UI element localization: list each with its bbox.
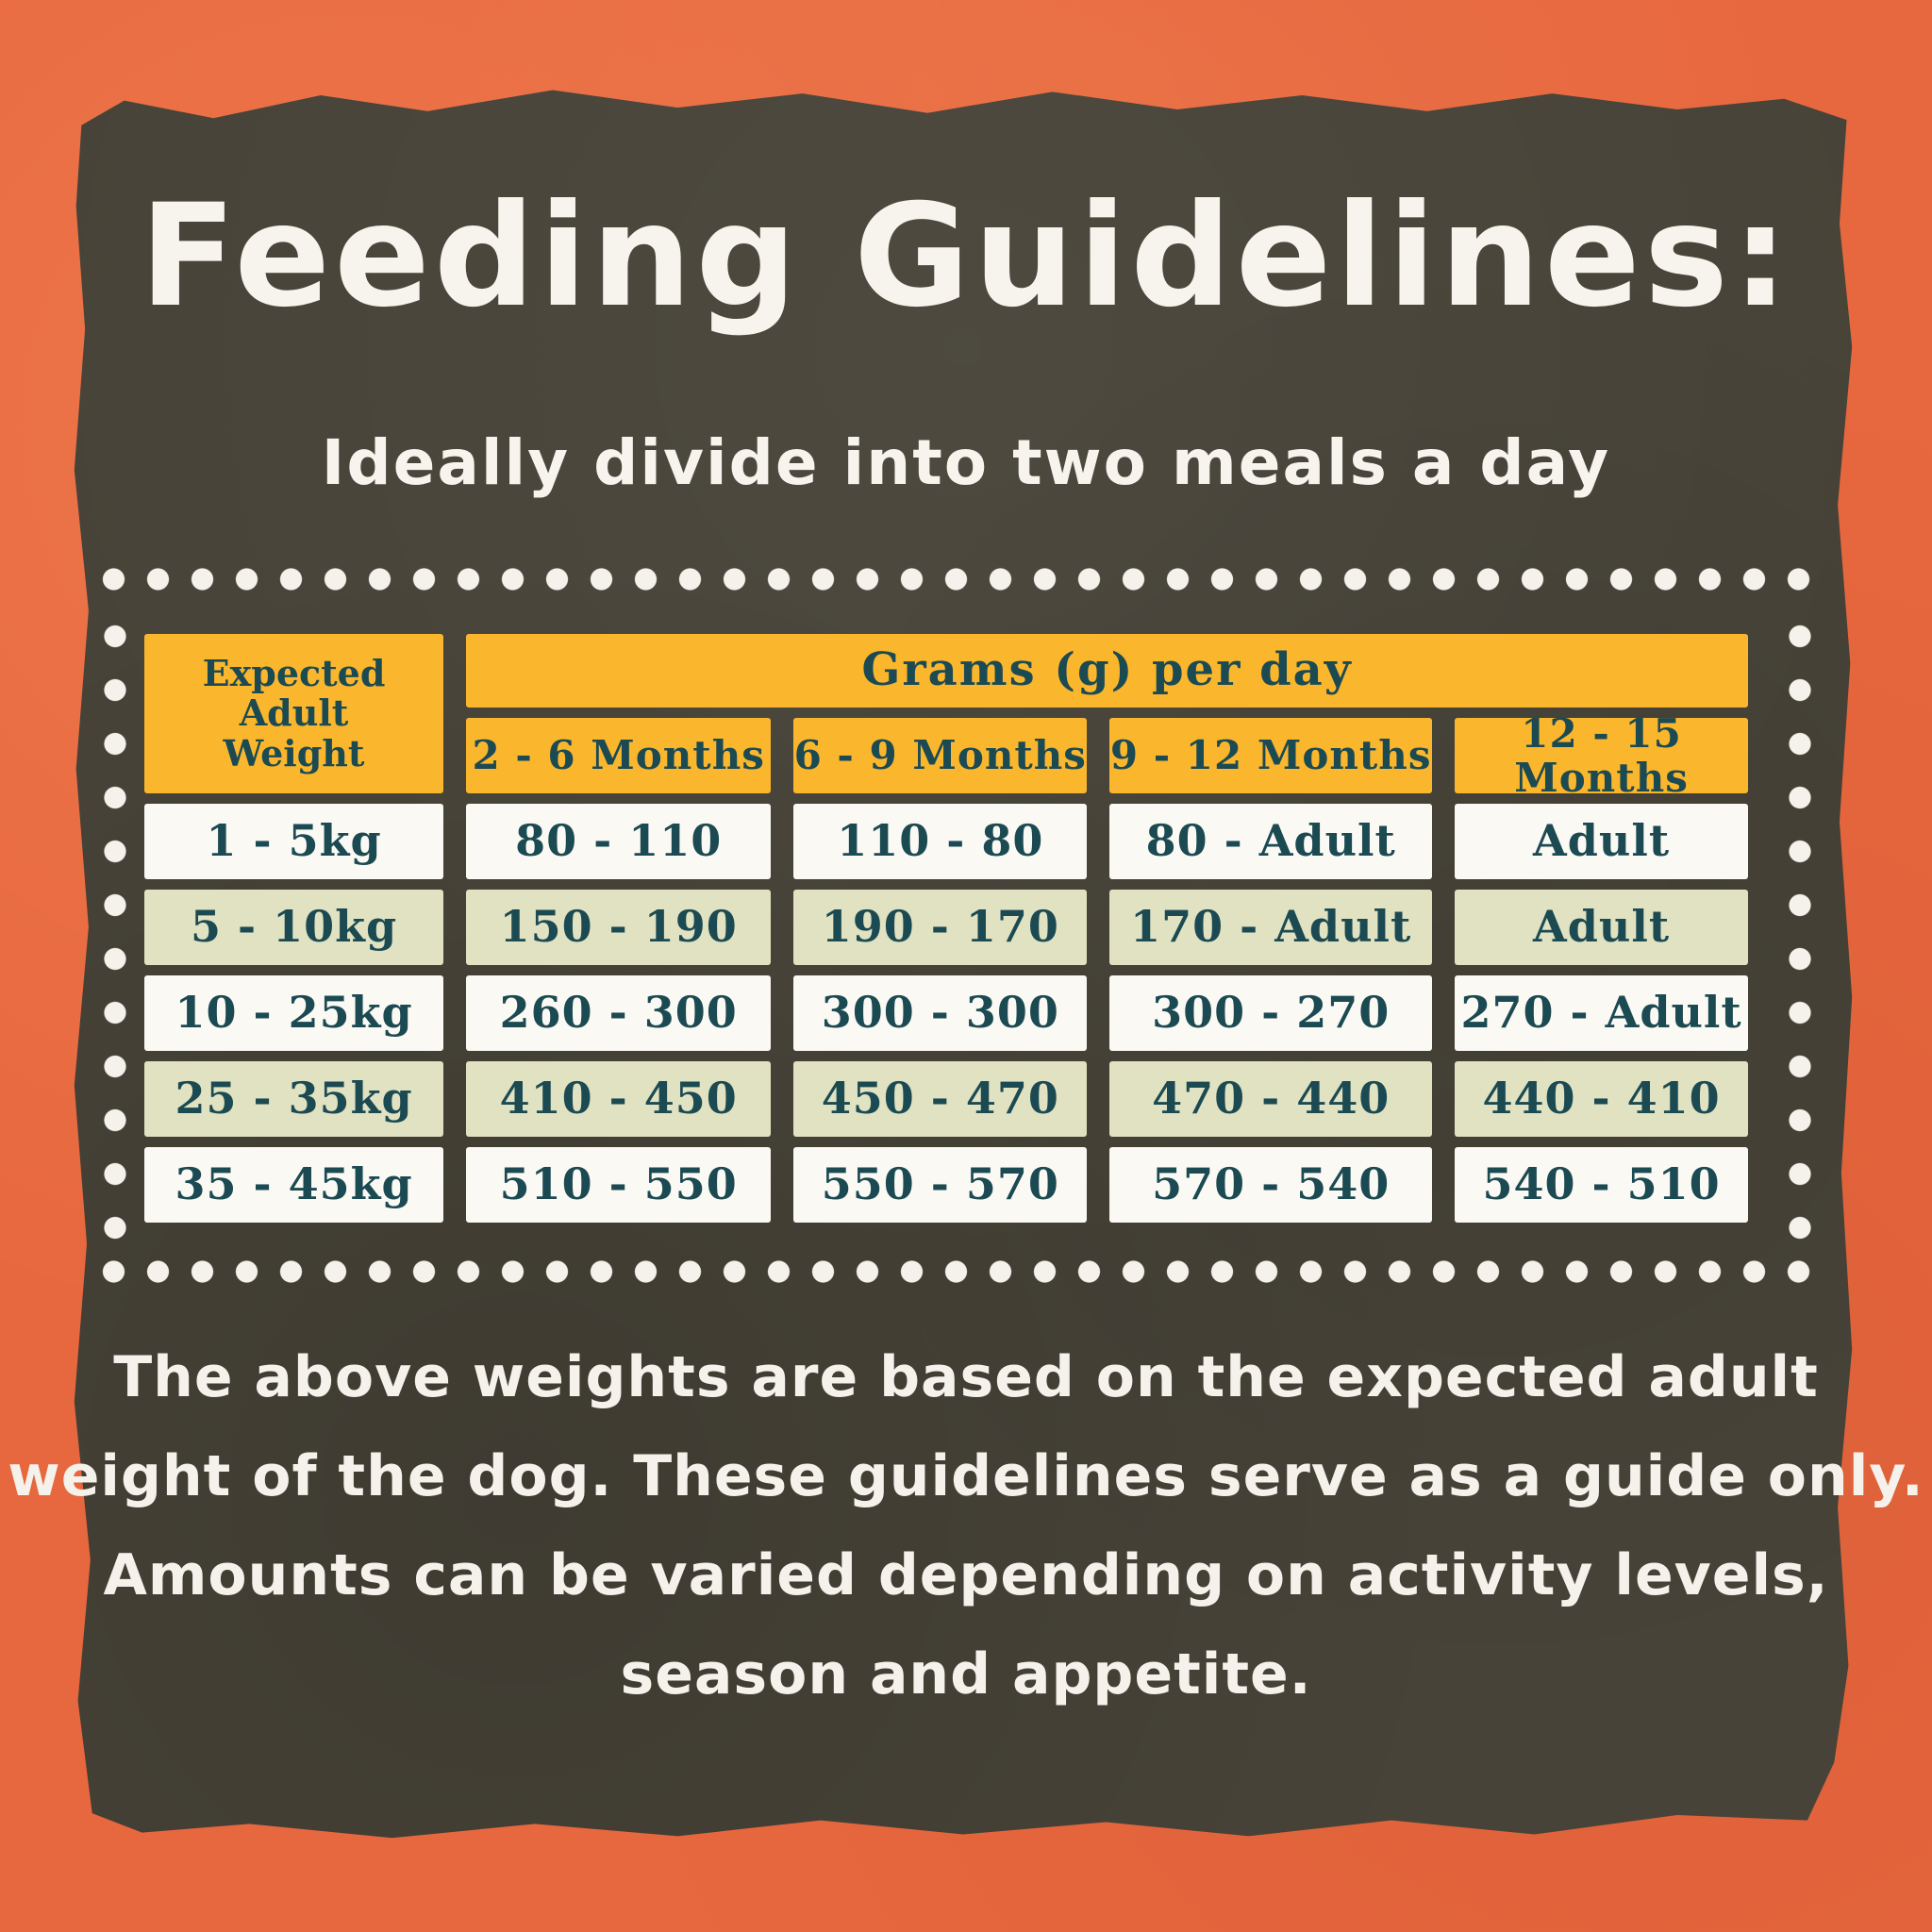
weight-cell: 5 - 10kg	[144, 890, 443, 965]
weight-cell: 1 - 5kg	[144, 804, 443, 879]
value-cell: 300 - 300	[793, 975, 1087, 1051]
dotted-frame-right	[1789, 609, 1811, 1251]
value-cell: Adult	[1455, 804, 1748, 879]
weight-cell: 35 - 45kg	[144, 1147, 443, 1223]
value-cell: 450 - 470	[793, 1061, 1087, 1137]
feeding-table	[144, 634, 1748, 1223]
weight-cell: 25 - 35kg	[144, 1061, 443, 1137]
corner-header-expected-adult-weight: Expected Adult Weight	[144, 634, 443, 793]
value-cell: 440 - 410	[1455, 1061, 1748, 1137]
value-cell: 170 - Adult	[1109, 890, 1432, 965]
value-cell: 270 - Adult	[1455, 975, 1748, 1051]
page-title: Feeding Guidelines:	[139, 175, 1793, 339]
footer-line: The above weights are based on the expected adult	[113, 1344, 1819, 1410]
dotted-frame-bottom	[92, 1260, 1831, 1283]
value-cell: 260 - 300	[466, 975, 771, 1051]
value-cell: 550 - 570	[793, 1147, 1087, 1223]
value-cell: Adult	[1455, 890, 1748, 965]
value-cell: 410 - 450	[466, 1061, 771, 1137]
value-cell: 540 - 510	[1455, 1147, 1748, 1223]
page-subtitle: Ideally divide into two meals a day	[321, 426, 1611, 499]
value-cell: 80 - Adult	[1109, 804, 1432, 879]
footer-line: season and appetite.	[620, 1641, 1312, 1707]
dotted-frame-left	[104, 609, 126, 1251]
footer-line: Amounts can be varied depending on activity levels,	[103, 1542, 1829, 1608]
value-cell: 570 - 540	[1109, 1147, 1432, 1223]
weight-cell: 10 - 25kg	[144, 975, 443, 1051]
value-cell: 190 - 170	[793, 890, 1087, 965]
value-cell: 510 - 550	[466, 1147, 771, 1223]
value-cell: 110 - 80	[793, 804, 1087, 879]
dotted-frame-top	[92, 568, 1831, 591]
footer-line: weight of the dog. These guidelines serve as a guide only.	[8, 1443, 1924, 1509]
value-cell: 150 - 190	[466, 890, 771, 965]
age-header-6-9-months: 6 - 9 Months	[793, 718, 1087, 793]
value-cell: 470 - 440	[1109, 1061, 1432, 1137]
footer-note	[0, 1328, 1932, 1724]
group-header-grams-per-day: Grams (g) per day	[466, 634, 1748, 708]
value-cell: 300 - 270	[1109, 975, 1432, 1051]
age-header-2-6-months: 2 - 6 Months	[466, 718, 771, 793]
age-header-9-12-months: 9 - 12 Months	[1109, 718, 1432, 793]
age-header-12-15-months: 12 - 15 Months	[1455, 718, 1748, 793]
value-cell: 80 - 110	[466, 804, 771, 879]
